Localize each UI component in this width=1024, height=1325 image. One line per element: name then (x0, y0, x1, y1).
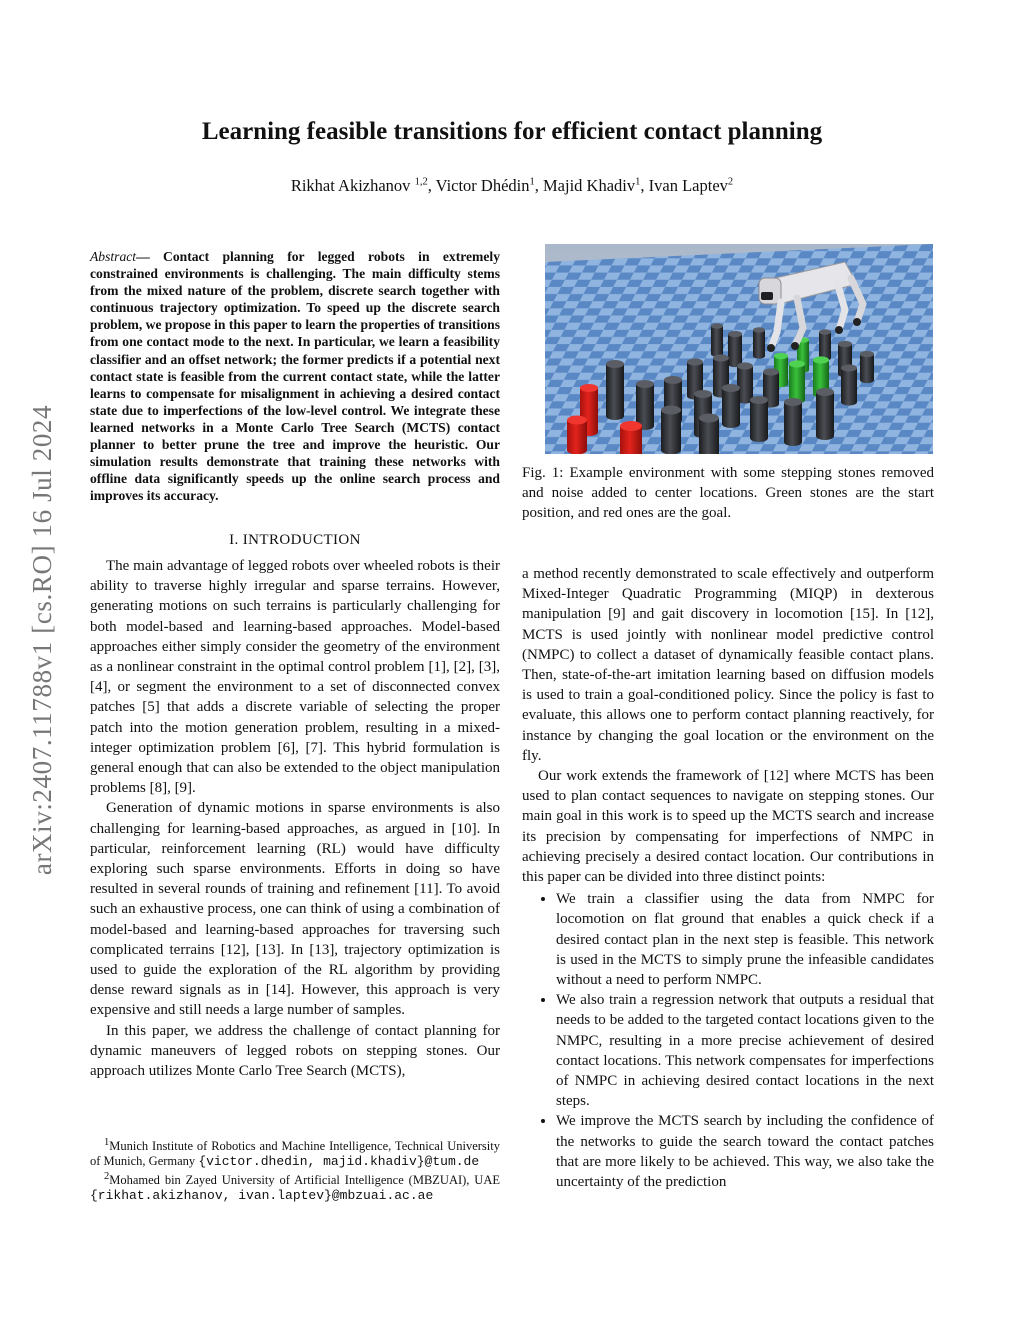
stone-cylinder (722, 388, 740, 428)
stone-top (687, 358, 703, 365)
stone-cylinder (711, 326, 723, 357)
paper-title: Learning feasible transitions for efficient contact planning (201, 118, 823, 145)
abstract-label: Abstract (90, 249, 137, 264)
stone-cylinder (750, 400, 768, 442)
paragraph: The main advantage of legged robots over wheeled robots is their ability to traverse highly irregular and sparse terrains. However, generating motions on such terrains is particularly challenging for both model-based and learning-based approaches. Model-based approaches either simply consider the geometry of the environment as a nonlinear constraint in the optimal control problem [1], [2], [3], [4], or segment the environment to a set of disconnected convex patches [5] that adds a discrete variable of selecting the proper patch into the motion generation problem, resulting in a mixed-integer optimization problem [6], [7]. This hybrid formulation is general enough that can also be extended to the object manipulation problems [8], [9]. (90, 558, 500, 797)
contribution-list (522, 889, 934, 1192)
section-heading: I. INTRODUCTION (229, 532, 361, 548)
stone-cylinder (860, 354, 874, 383)
stone-top (763, 368, 779, 375)
stone-top (728, 331, 742, 337)
stone-top (699, 414, 719, 423)
stone-top (813, 356, 829, 363)
stone-top (606, 360, 624, 368)
author: Victor Dhédin$^1$, (435, 176, 544, 195)
list-item: • We also train a regression network that outputs a residual that needs to be added to the targeted contact locations given to the NMPC, resulting in a more precise achievement of desired contact locations. This network compensates for imperfections of NMPC in achieving desired contact locations in the next steps. (556, 990, 934, 1111)
author: Ivan Laptev$^2$ (648, 176, 734, 195)
stone-top (664, 376, 682, 384)
stone-cylinder (728, 334, 742, 367)
stone-cylinder (819, 332, 831, 361)
stone-top (774, 353, 788, 359)
stepping-stones-render (545, 244, 933, 454)
stone-cylinder (567, 420, 587, 454)
paragraph: Generation of dynamic motions in sparse environments is also challenging for learning-based approaches, as argued in [10]. In particular, reinforcement learning (RL) would have difficulty exploring such sparse environments. Efforts in doing so have resulted in several rounds of training and refinement [11]. To avoid such an exhaustive process, one can think of using a combination of model-based and learning-based approaches for traversing such complicated terrains [12], [13]. In [13], trajectory optimization is used to guide the exploration of the RL algorithm by providing dense reward signals as in [14]. However, this approach is very expensive and still needs a large number of samples. (90, 800, 500, 1019)
stone-top (750, 396, 768, 404)
stone-top (789, 360, 805, 367)
stone-top (784, 398, 802, 406)
stone-top (661, 406, 681, 415)
stone-top (816, 388, 834, 396)
footnote-email: {rikhat.akizhanov, ivan.laptev}@mbzuai.ac.ae (90, 1188, 434, 1204)
stone-cylinder (753, 330, 765, 359)
right-column-body (522, 564, 934, 1192)
figure-image (545, 244, 933, 454)
stone-cylinder (784, 402, 802, 446)
figure-caption: Fig. 1: Example environment with some stepping stones removed and noise added to center locations. Green stones are the start position, and red ones are the goal. (522, 465, 934, 522)
footnote: $^1$Munich Institute of Robotics and Machine Intelligence, Technical University of Munich, Germany {victor.dhedin, majid.khadiv}@tum.de (90, 1137, 500, 1170)
author-list (0, 176, 1024, 196)
stone-top (753, 327, 765, 332)
list-item: • We improve the MCTS search by including the confidence of the networks to guide the search toward the contact patches that are more likely to be achieved. This way, we also take the uncertainty of the prediction (556, 1111, 934, 1192)
author: Rikhat Akizhanov $^{1,2}$, (290, 176, 436, 195)
stone-top (580, 384, 598, 392)
stone-top (819, 329, 831, 334)
stone-top (841, 364, 857, 371)
author: Majid Khadiv$^1$, (543, 176, 649, 195)
stone-top (567, 416, 587, 425)
stone-top (694, 390, 712, 398)
stone-cylinder (699, 418, 719, 454)
paragraph: In this paper, we address the challenge of contact planning for dynamic maneuvers of legged robots on stepping stones. Our approach utilizes Monte Carlo Tree Search (MCTS), (90, 1022, 500, 1080)
abstract-text: — Contact planning for legged robots in extremely constrained environments is challenging. The main difficulty stems from the mixed nature of the problem, discrete search together with continuous trajectory optimization. To speed up the discrete search problem, we propose in this paper to learn the properties of transitions from one contact mode to the next. In particular, we learn a feasibility classifier and an offset network; the former predicts if a potential next contact state is feasible from the current contact state, while the latter learns to compensate for misalignment in achieving a desired contact state due to imperfections of the low-level control. We integrate these learned networks in a Monte Carlo Tree Search (MCTS) contact planner to better prune the tree and improve the heuristic. Our simulation results demonstrate that training these networks with offline data significantly speeds up the online search process and improves its accuracy. (90, 249, 500, 504)
stone-top (838, 341, 852, 347)
stone-top (722, 384, 740, 392)
stone-top (713, 354, 729, 361)
stone-top (711, 323, 723, 328)
stone-top (620, 421, 642, 431)
paragraph: a method recently demonstrated to scale effectively and outperform Mixed-Integer Quadratic Programming (MIQP) in dexterous manipulation [9] and gait discovery in locomotion [15]. In [12], MCTS is used jointly with nonlinear model predictive control (NMPC) to collect a dataset of dynamically feasible contact plans. Then, state-of-the-art imitation learning based on diffusion models is used to train a goal-conditioned policy. Since the policy is fast to evaluate, this allows one to perform contact planning reactively, for instance by changing the goal location or the environment on the fly. (522, 566, 934, 764)
abstract (90, 248, 500, 504)
footnotes (90, 1135, 500, 1203)
arxiv-identifier: arXiv:2407.11788v1 [cs.RO] 16 Jul 2024 (27, 404, 57, 876)
stone-cylinder (661, 410, 681, 454)
stone-cylinder (606, 364, 624, 420)
stone-cylinder (789, 364, 805, 404)
left-column-body (90, 556, 500, 1081)
stone-top (860, 351, 874, 357)
footnote-email: {victor.dhedin, majid.khadiv}@tum.de (198, 1154, 480, 1170)
stone-cylinder (841, 368, 857, 406)
stone-top (636, 380, 654, 388)
stone-top (737, 362, 753, 369)
footnote: $^2$Mohamed bin Zayed University of Artificial Intelligence (MBZUAI), UAE {rikhat.akizhanov, ivan.laptev}@mbzuai.ac.ae (90, 1171, 500, 1204)
list-item: • We train a classifier using the data from NMPC for locomotion on flat ground that enables a quick check if a desired contact plan in the next step is feasible. This network is used in the MCTS to simply prune the infeasible candidates without a need to perform NMPC. (556, 889, 934, 990)
paragraph: Our work extends the framework of [12] where MCTS has been used to plan contact sequences to navigate on stepping stones. Our main goal in this work is to speed up the MCTS search and increase its precision by compensating for imperfections of NMPC in achieving precisely a desired contact location. Our contributions in this paper can be divided into three distinct points: (522, 768, 934, 886)
stone-cylinder (816, 392, 834, 440)
